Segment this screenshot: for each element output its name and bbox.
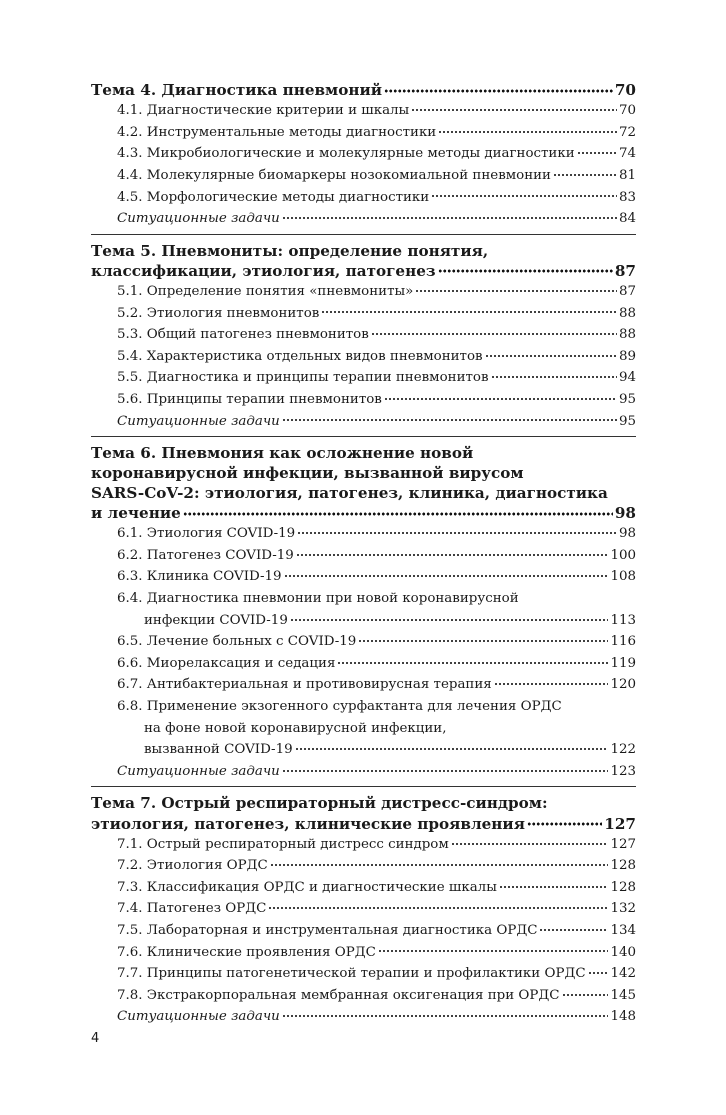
toc-entry — [91, 920, 636, 942]
dot-leader — [491, 368, 617, 381]
toc-entry — [91, 281, 636, 303]
entry-leader-line — [117, 877, 636, 899]
toc-entry — [91, 100, 636, 122]
toc-entry — [91, 389, 636, 411]
entry-page-number: 119 — [610, 655, 636, 671]
entry-leader-line — [117, 281, 636, 303]
dot-leader — [562, 985, 609, 998]
entry-title-text: 4.3. Микробиологические и молекулярные методы диагностики — [117, 146, 575, 162]
situational-tasks-entry — [91, 761, 636, 783]
toc-entry — [91, 566, 636, 588]
dot-leader — [485, 346, 617, 359]
entry-page-number: 81 — [618, 167, 636, 183]
dot-leader — [268, 899, 608, 912]
entry-leader-line — [117, 898, 636, 920]
entry-title-text: 6.6. Миорелаксация и седация — [117, 655, 336, 671]
entry-leader-line — [117, 165, 636, 187]
entry-page-number: 127 — [610, 836, 636, 852]
entry-page-number: 132 — [610, 901, 636, 917]
dot-leader — [527, 813, 602, 828]
entry-page-number: 95 — [618, 391, 636, 407]
entry-title-text: 6.4. Диагностика пневмонии при новой коронавирусной — [117, 591, 519, 607]
dot-leader — [290, 610, 609, 623]
entry-leader-line — [117, 963, 636, 985]
toc-section — [91, 443, 636, 787]
entry-leader-line — [117, 653, 636, 675]
entry-title-text: 6.7. Антибактериальная и противовирусная терапия — [117, 677, 492, 693]
entry-leader-line — [117, 631, 636, 653]
entry-title-text: 5.3. Общий патогенез пневмонитов — [117, 327, 369, 343]
topic-page-number: 98 — [614, 504, 636, 523]
entry-page-number: 122 — [610, 742, 636, 758]
dot-leader — [270, 856, 609, 869]
toc-entry — [91, 985, 636, 1007]
entry-title-text: 4.5. Морфологические методы диагностики — [117, 189, 430, 205]
dot-leader — [438, 261, 613, 276]
entry-page-number: 120 — [610, 677, 636, 693]
entry-page-number: 128 — [610, 858, 636, 874]
entry-page-number: 72 — [618, 124, 636, 140]
topic-page-number: 70 — [614, 81, 636, 100]
entry-title-text: 6.3. Клиника COVID-19 — [117, 569, 282, 585]
entry-page-number: 100 — [610, 547, 636, 563]
situational-tasks-entry — [91, 1006, 636, 1028]
dot-leader — [284, 567, 609, 580]
toc-entry — [91, 898, 636, 920]
entry-leader-line — [117, 834, 636, 856]
toc-entry — [91, 877, 636, 899]
entry-title-text: 7.7. Принципы патогенетической терапии и профилактики ОРДС — [117, 966, 586, 982]
topic-title-text: SARS-CoV-2: этиология, патогенез, клиника, диагностика — [91, 484, 608, 503]
topic-title-text: и лечение — [91, 504, 181, 523]
entry-leader-line — [117, 324, 636, 346]
dot-leader — [321, 303, 617, 316]
entry-title-text: 6.1. Этиология COVID-19 — [117, 526, 296, 542]
toc-entry — [91, 855, 636, 877]
toc-section — [91, 80, 636, 235]
entry-page-number: 123 — [610, 763, 636, 779]
entry-leader-line — [117, 523, 636, 545]
toc-entry — [91, 834, 636, 856]
entry-leader-line — [117, 610, 636, 632]
entry-title-text: 7.6. Клинические проявления ОРДС — [117, 944, 376, 960]
topic-title-text: классификации, этиология, патогенез — [91, 261, 436, 280]
topic-heading — [91, 80, 636, 100]
entry-title-text: инфекции COVID-19 — [144, 612, 288, 628]
entry-page-number: 108 — [610, 569, 636, 585]
dot-leader — [296, 545, 609, 558]
toc-entry — [91, 963, 636, 985]
entry-page-number: 98 — [618, 526, 636, 542]
entry-title-text: 5.6. Принципы терапии пневмонитов — [117, 391, 382, 407]
entry-leader-line — [117, 411, 636, 433]
dot-leader — [295, 740, 609, 753]
topic-title-text: Тема 7. Острый респираторный дистресс-синдром: — [91, 794, 548, 813]
entry-title-text: Ситуационные задачи — [117, 763, 280, 779]
entry-title-text: 4.2. Инструментальные методы диагностики — [117, 124, 437, 140]
entry-page-number: 87 — [618, 283, 636, 299]
entry-page-number: 89 — [618, 348, 636, 364]
entry-leader-line — [117, 100, 636, 122]
toc-entry — [91, 588, 636, 631]
entry-title-text: 7.8. Экстракорпоральная мембранная оксигенация при ОРДС — [117, 987, 560, 1003]
dot-leader — [297, 524, 617, 537]
entry-leader-line — [117, 1006, 636, 1028]
entry-leader-line — [117, 346, 636, 368]
entry-page-number: 70 — [618, 103, 636, 119]
entry-leader-line — [117, 367, 636, 389]
dot-leader — [371, 325, 617, 338]
dot-leader — [358, 632, 608, 645]
table-of-contents — [91, 80, 636, 1038]
toc-entry — [91, 367, 636, 389]
dot-leader — [411, 101, 617, 114]
entry-title-text: вызванной COVID-19 — [144, 742, 293, 758]
dot-leader — [577, 144, 617, 157]
dot-leader — [553, 166, 617, 179]
entry-leader-line — [117, 761, 636, 783]
dot-leader — [384, 80, 613, 95]
topic-title-text: этиология, патогенез, клинические проявления — [91, 814, 525, 833]
entry-page-number: 134 — [610, 922, 636, 938]
topic-leader-line — [91, 80, 636, 100]
topic-title-text: Тема 4. Диагностика пневмоний — [91, 81, 383, 100]
page-number: 4 — [91, 1031, 100, 1046]
dot-leader — [282, 1007, 609, 1020]
entry-page-number: 140 — [610, 944, 636, 960]
dot-leader — [539, 921, 608, 934]
toc-section — [91, 793, 636, 1032]
entry-title-text: 5.2. Этиология пневмонитов — [117, 305, 320, 321]
entry-leader-line — [117, 122, 636, 144]
situational-tasks-entry — [91, 411, 636, 433]
entry-page-number: 88 — [618, 305, 636, 321]
entry-leader-line — [117, 855, 636, 877]
entry-title-text: 5.1. Определение понятия «пневмониты» — [117, 283, 414, 299]
entry-title-text: 4.1. Диагностические критерии и шкалы — [117, 103, 410, 119]
entry-leader-line — [117, 739, 636, 761]
dot-leader — [431, 187, 617, 200]
entry-page-number: 84 — [618, 211, 636, 227]
entry-title-text: 6.8. Применение экзогенного сурфактанта для лечения ОРДС — [117, 699, 562, 715]
entry-page-number: 113 — [610, 612, 636, 628]
toc-entry — [91, 631, 636, 653]
entry-page-number: 95 — [618, 413, 636, 429]
dot-leader — [588, 964, 609, 977]
toc-entry — [91, 165, 636, 187]
dot-leader — [183, 503, 613, 518]
dot-leader — [378, 942, 609, 955]
entry-title-text: 7.2. Этиология ОРДС — [117, 858, 268, 874]
entry-leader-line — [117, 566, 636, 588]
toc-entry — [91, 303, 636, 325]
topic-leader-line — [91, 261, 636, 281]
dot-leader — [494, 675, 609, 688]
topic-page-number: 127 — [604, 814, 636, 833]
topic-heading — [91, 241, 636, 281]
entry-title-text: Ситуационные задачи — [117, 1009, 280, 1025]
entry-title-text: 7.3. Классификация ОРДС и диагностические шкалы — [117, 879, 497, 895]
toc-entry — [91, 674, 636, 696]
topic-page-number: 87 — [614, 261, 636, 280]
dot-leader — [499, 877, 609, 890]
entry-title-text: 4.4. Молекулярные биомаркеры нозокомиальной пневмонии — [117, 167, 551, 183]
toc-entry — [91, 523, 636, 545]
toc-entry — [91, 942, 636, 964]
toc-entry — [91, 187, 636, 209]
dot-leader — [415, 282, 617, 295]
topic-title-text: Тема 5. Пневмониты: определение понятия, — [91, 241, 489, 260]
entry-leader-line — [117, 942, 636, 964]
entry-leader-line — [117, 545, 636, 567]
dot-leader — [282, 761, 609, 774]
toc-entry — [91, 122, 636, 144]
entry-title-text: 6.5. Лечение больных с COVID-19 — [117, 634, 357, 650]
entry-leader-line — [117, 303, 636, 325]
topic-leader-line — [91, 503, 636, 523]
entry-page-number: 83 — [618, 189, 636, 205]
dot-leader — [282, 209, 617, 222]
entry-page-number: 88 — [618, 327, 636, 343]
dot-leader — [451, 834, 609, 847]
entry-title-text: 7.1. Острый респираторный дистресс синдром — [117, 836, 449, 852]
toc-entry — [91, 346, 636, 368]
entry-title-text: 5.5. Диагностика и принципы терапии пневмонитов — [117, 370, 489, 386]
situational-tasks-entry — [91, 208, 636, 230]
topic-heading — [91, 793, 636, 833]
toc-entry — [91, 653, 636, 675]
topic-leader-line — [91, 813, 636, 833]
dot-leader — [282, 411, 617, 424]
toc-entry — [91, 324, 636, 346]
entry-title-text: 5.4. Характеристика отдельных видов пневмонитов — [117, 348, 483, 364]
entry-leader-line — [117, 187, 636, 209]
topic-title-text: коронавирусной инфекции, вызванной вирусом — [91, 464, 524, 483]
entry-page-number: 94 — [618, 370, 636, 386]
topic-heading — [91, 443, 636, 523]
entry-page-number: 145 — [610, 987, 636, 1003]
entry-title-text: Ситуационные задачи — [117, 413, 280, 429]
entry-page-number: 148 — [610, 1009, 636, 1025]
entry-page-number: 128 — [610, 879, 636, 895]
dot-leader — [337, 653, 608, 666]
entry-title-text: Ситуационные задачи — [117, 211, 280, 227]
entry-leader-line — [117, 920, 636, 942]
entry-title-text: 7.5. Лабораторная и инструментальная диагностика ОРДС — [117, 922, 538, 938]
entry-leader-line — [117, 985, 636, 1007]
entry-leader-line — [117, 389, 636, 411]
entry-leader-line — [117, 143, 636, 165]
topic-title-text: Тема 6. Пневмония как осложнение новой — [91, 444, 474, 463]
entry-page-number: 142 — [610, 966, 636, 982]
dot-leader — [438, 122, 617, 135]
entry-title-text: 6.2. Патогенез COVID-19 — [117, 547, 294, 563]
toc-entry — [91, 545, 636, 567]
dot-leader — [384, 390, 617, 403]
entry-title-text: 7.4. Патогенез ОРДС — [117, 901, 267, 917]
entry-leader-line — [117, 674, 636, 696]
entry-page-number: 74 — [618, 146, 636, 162]
entry-leader-line — [117, 208, 636, 230]
toc-entry — [91, 143, 636, 165]
entry-page-number: 116 — [610, 634, 636, 650]
toc-entry — [91, 696, 636, 761]
toc-section — [91, 241, 636, 437]
entry-title-text: на фоне новой коронавирусной инфекции, — [144, 720, 447, 736]
